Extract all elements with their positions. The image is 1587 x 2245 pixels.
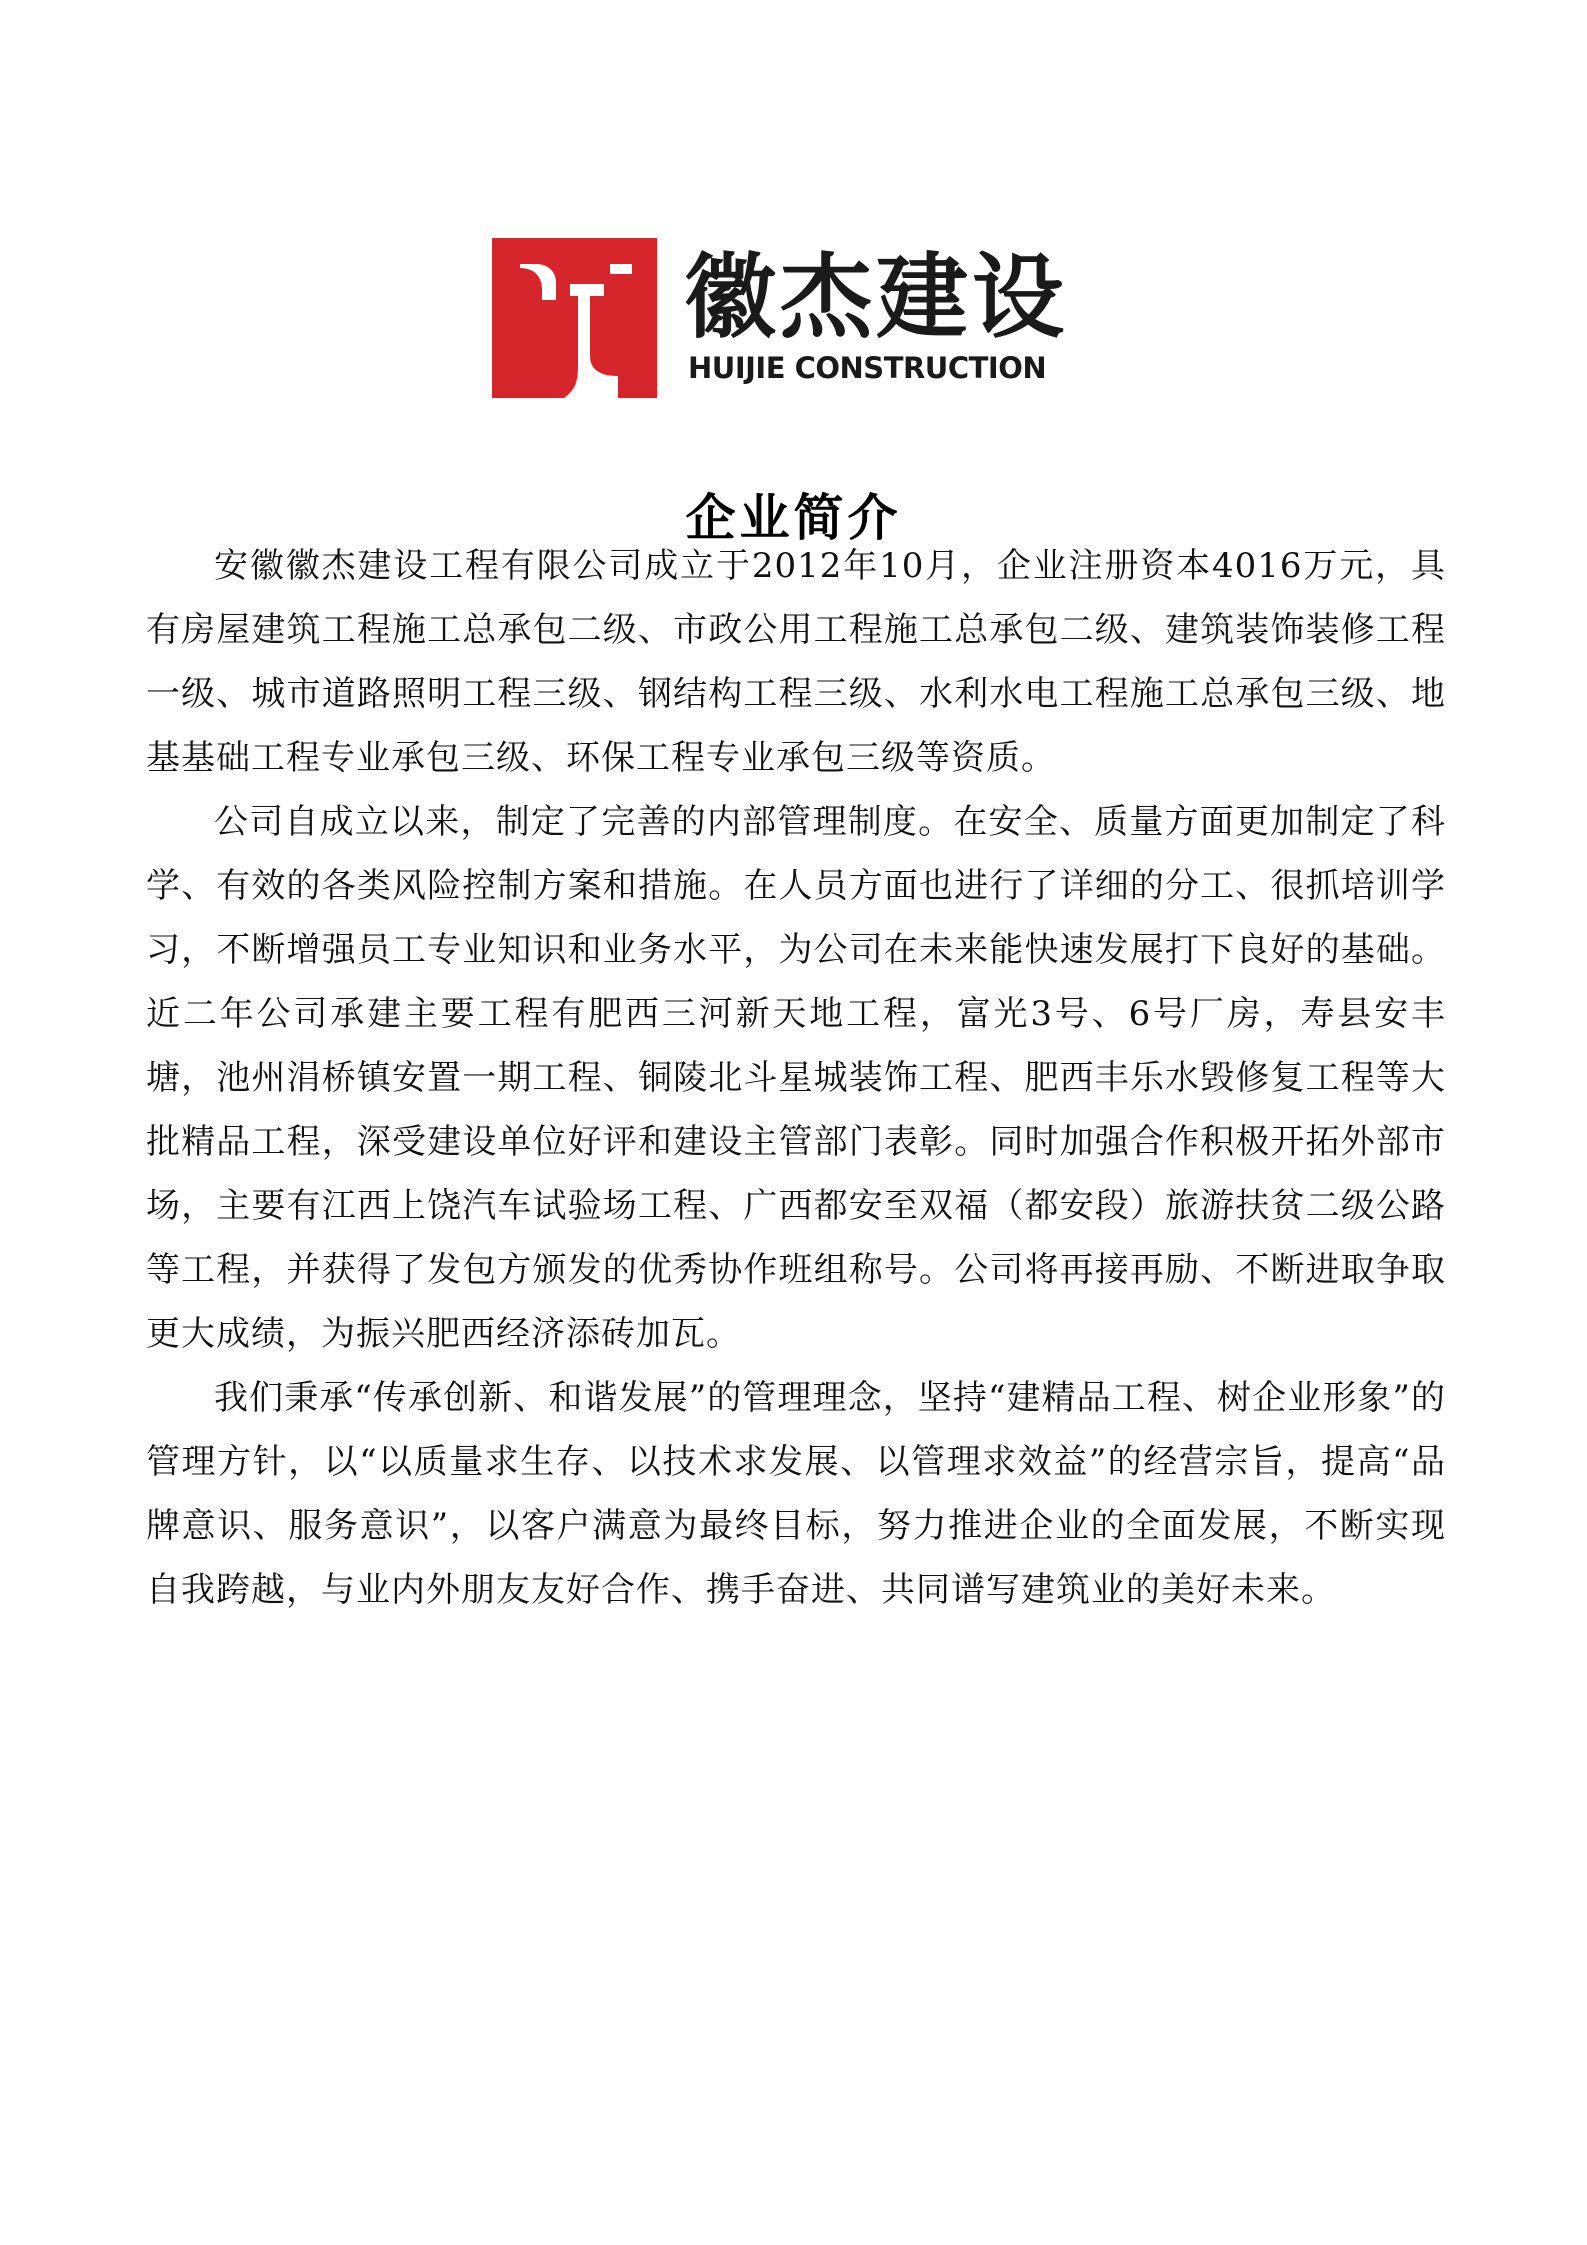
paragraph-philosophy: 我们秉承“传承创新、和谐发展”的管理理念，坚持“建精品工程、树企业形象”的管理方针，以“以质量求生存、以技术求发展、以管理求效益”的经营宗旨，提高“品牌意识、服务意识”，以客户满意为最终目标，努力推进企业的全面发展，不断实现自我跨越，与业内外朋友友好合作、携手奋进、共同谱写建筑业的美好未来。 <box>146 1378 1446 1610</box>
logo-mark-icon <box>492 238 657 398</box>
logo-mark-shape <box>492 238 657 398</box>
logo-english-name: HUIJIE CONSTRUCTION <box>688 351 1047 385</box>
page-title: 企业简介 <box>685 487 902 547</box>
document-body <box>146 534 1446 1622</box>
paragraph-management: 公司自成立以来，制定了完善的内部管理制度。在安全、质量方面更加制定了科学、有效的各类风险控制方案和措施。在人员方面也进行了详细的分工、很抓培训学习，不断增强员工专业知识和业务水平，为公司在未来能快速发展打下良好的基础。近二年公司承建主要工程有肥西三河新天地工程，富光3号、6号厂房，寿县安丰塘，池州涓桥镇安置一期工程、铜陵北斗星城装饰工程、肥西丰乐水毁修复工程等大批精品工程，深受建设单位好评和建设主管部门表彰。同时加强合作积极开拓外部市场，主要有江西上饶汽车试验场工程、广西都安至双福（都安段）旅游扶贫二级公路等工程，并获得了发包方颁发的优秀协作班组称号。公司将再接再励、不断进取争取更大成绩，为振兴肥西经济添砖加瓦。 <box>146 802 1446 1354</box>
company-logo <box>492 238 1072 400</box>
paragraph-intro: 安徽徽杰建设工程有限公司成立于2012年10月，企业注册资本4016万元，具有房屋建筑工程施工总承包二级、市政公用工程施工总承包二级、建筑装饰装修工程一级、城市道路照明工程三级、钢结构工程三级、水利水电工程施工总承包三级、地基基础工程专业承包三级、环保工程专业承包三级等资质。 <box>146 546 1446 778</box>
logo-chinese-name: 徽杰建设 <box>684 244 1069 351</box>
